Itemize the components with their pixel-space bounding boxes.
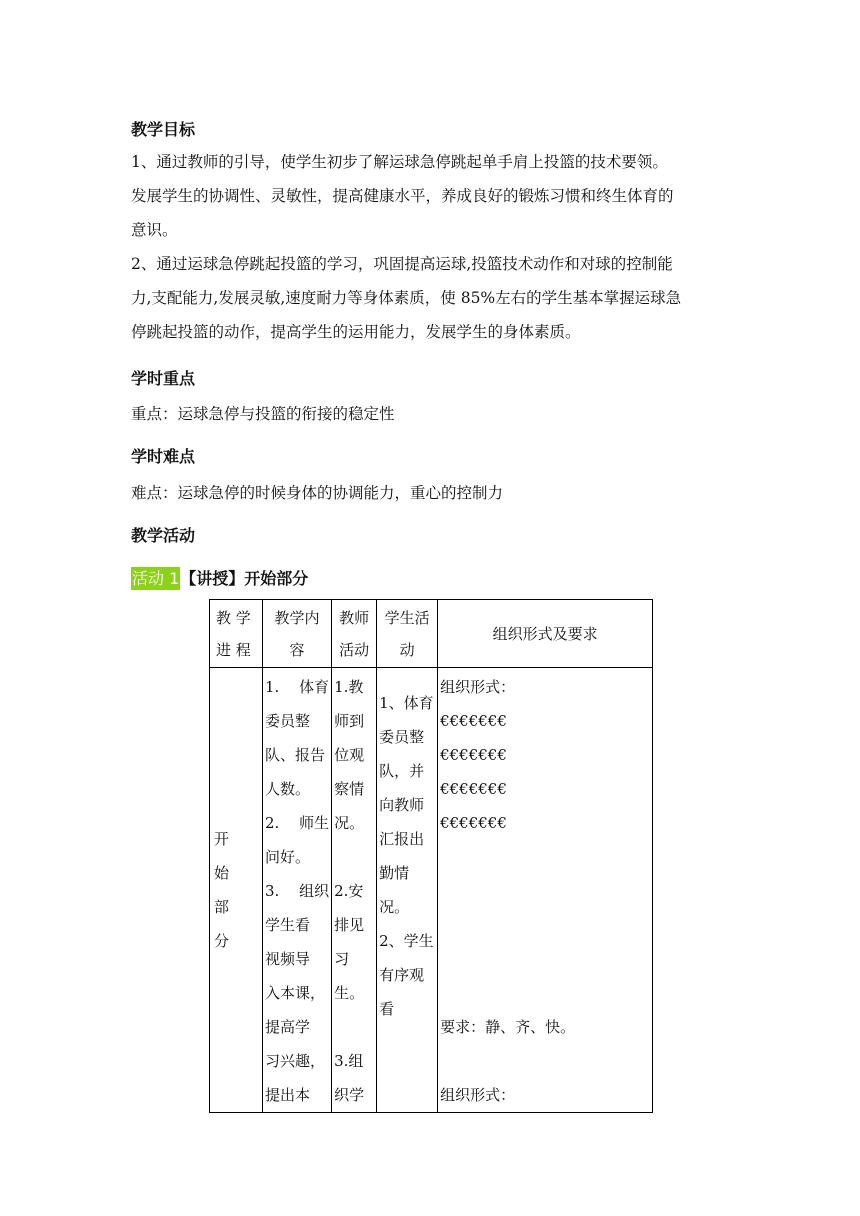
objectives-line: 发展学生的协调性、灵敏性，提高健康水平，养成良好的锻炼习惯和终生体育的 [131, 187, 674, 205]
difficulty-text: 难点：运球急停的时候身体的协调能力，重心的控制力 [131, 484, 504, 502]
activity1-badge: 活动 1 [132, 569, 180, 588]
objectives-line: 1、通过教师的引导，使学生初步了解运球急停跳起单手肩上投篮的技术要领。 [131, 153, 668, 171]
header-organization: 组织形式及要求 [438, 600, 653, 668]
header-teacher: 教师 活动 [332, 600, 377, 668]
key-points-heading: 学时重点 [131, 369, 196, 388]
teacher-cell: 1.教 师到 位观 察情 况。 2.安 排见 习 生。 3.组 织学 [332, 668, 377, 1113]
objectives-paragraph [131, 145, 681, 349]
objectives-line: 力,支配能力,发展灵敏,速度耐力等身体素质，使 85%左右的学生基本掌握运球急 [131, 289, 682, 307]
activity1-heading [131, 566, 308, 589]
formation-row: €€€€€€€ [440, 814, 507, 832]
activity1-title: 【讲授】开始部分 [180, 569, 309, 588]
stage-cell: 开 始 部 分 [210, 668, 263, 1113]
activities-heading: 教学活动 [131, 526, 196, 545]
activity-table [209, 599, 653, 1113]
formation-row: €€€€€€€ [440, 712, 507, 730]
objectives-line: 意识。 [131, 221, 178, 239]
objectives-line: 停跳起投篮的动作，提高学生的运用能力，发展学生的身体素质。 [131, 323, 581, 341]
difficulty-heading: 学时难点 [131, 447, 196, 466]
header-stage: 教 学 进 程 [210, 600, 263, 668]
content-cell: 1. 体育 委员整 队、报告 人数。 2. 师生 问好。 3. 组织 学生看 视频导 入本课， 提高学 习兴趣， 提出本 [263, 668, 332, 1113]
objectives-heading: 教学目标 [131, 120, 196, 139]
objectives-line: 2、通过运球急停跳起投篮的学习，巩固提高运球,投篮技术动作和对球的控制能 [131, 255, 673, 273]
requirements-text: 要求：静、齐、快。 [440, 1018, 576, 1036]
table-row [210, 668, 653, 1113]
header-student: 学生活 动 [377, 600, 438, 668]
table-header-row [210, 600, 653, 668]
formation-row: €€€€€€€ [440, 780, 507, 798]
header-content: 教学内 容 [263, 600, 332, 668]
organization-cell: 组织形式： €€€€€€€ €€€€€€€ €€€€€€€ €€€€€€€ 要求：静、齐、快。 组织形式： [438, 668, 653, 1113]
formation-row: €€€€€€€ [440, 746, 507, 764]
key-points-text: 重点：运球急停与投篮的衔接的稳定性 [131, 405, 395, 423]
student-cell: 1、体育 委员整 队，并 向教师 汇报出 勤情 况。 2、学生 有序观 看 [377, 668, 438, 1113]
